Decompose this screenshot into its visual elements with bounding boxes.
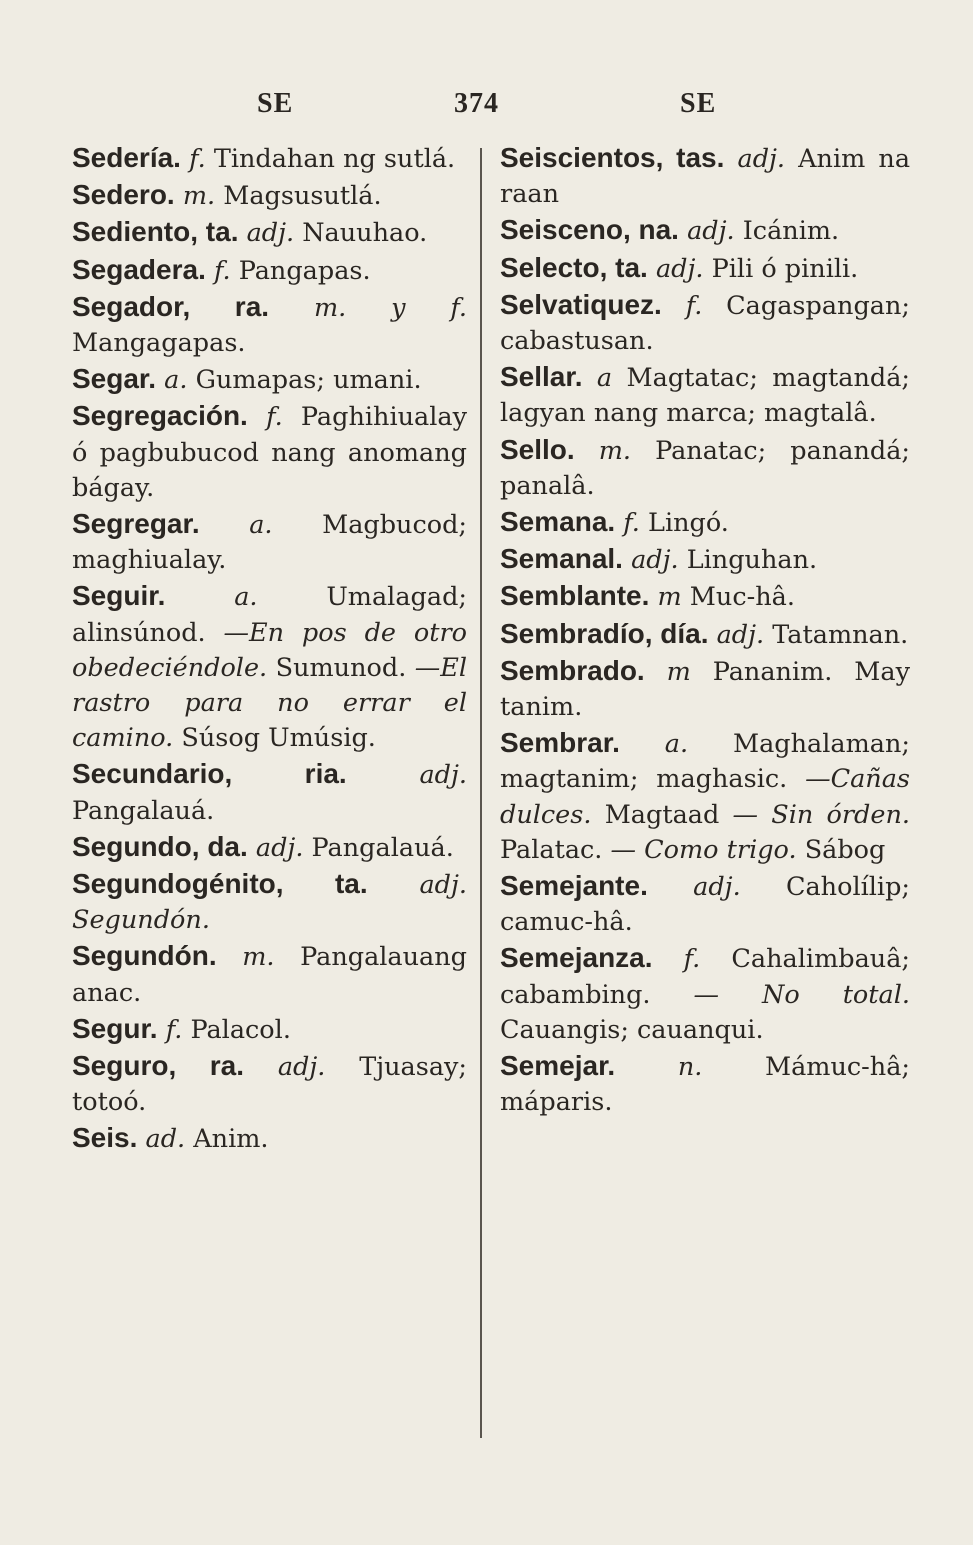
entry-headword: Semanal.	[500, 543, 623, 575]
dictionary-entry	[500, 725, 910, 868]
entry-headword: Seguro, ra.	[72, 1050, 244, 1082]
entry-definition: Panatac; panandá; panalâ.	[500, 435, 910, 501]
entry-headword: Segar.	[72, 363, 157, 395]
dictionary-entry	[72, 829, 467, 866]
entry-phrase-definition: Sábog	[804, 834, 886, 865]
entry-part-of-speech: adj.	[419, 760, 467, 791]
dictionary-entry	[72, 866, 467, 938]
entry-part-of-speech: m.	[242, 942, 275, 973]
entry-headword: Segadera.	[72, 253, 206, 285]
entry-headword: Seiscientos, tas.	[500, 142, 725, 173]
entry-part-of-speech: a.	[164, 365, 188, 396]
entry-phrase: — Sin órden.	[732, 799, 910, 830]
entry-part-of-speech: n.	[677, 1052, 703, 1083]
dictionary-entry	[500, 653, 910, 725]
dictionary-entry	[500, 359, 910, 431]
entry-definition: Pangalauá.	[72, 795, 215, 826]
dictionary-entry	[72, 214, 467, 251]
dictionary-entry	[72, 1048, 467, 1120]
entry-definition: Tatamnan.	[772, 619, 909, 650]
entry-headword: Segregación.	[72, 400, 248, 432]
entry-definition: Caholílip; camuc-hâ.	[500, 872, 910, 938]
entry-part-of-speech: adj.	[631, 545, 679, 576]
entry-part-of-speech: adj.	[277, 1052, 326, 1083]
entry-definition: Gumapas; umani.	[195, 365, 422, 396]
entry-definition: Anim.	[193, 1124, 269, 1155]
entry-definition: Segundón.	[72, 905, 210, 936]
entry-definition: Lingó.	[648, 508, 729, 539]
entry-part-of-speech: adj.	[246, 218, 295, 249]
entry-part-of-speech: ad.	[145, 1124, 186, 1155]
entry-definition: Pangapas.	[238, 255, 371, 286]
entry-headword: Semejante.	[500, 870, 648, 902]
entry-phrase-definition: Sumunod.	[275, 652, 407, 683]
entry-part-of-speech: f.	[266, 402, 283, 433]
entry-part-of-speech: m. y f.	[313, 292, 467, 323]
entry-part-of-speech: a.	[234, 582, 258, 613]
entry-headword: Sedero.	[72, 179, 175, 211]
entry-headword: Sello.	[500, 433, 575, 465]
entry-part-of-speech: m	[666, 656, 691, 687]
entry-part-of-speech: m.	[598, 435, 632, 466]
entry-part-of-speech: m	[657, 582, 682, 613]
entry-definition: Nauuhao.	[302, 218, 428, 249]
entry-headword: Semana.	[500, 506, 616, 538]
entry-headword: Sediento, ta.	[72, 216, 239, 248]
entry-definition: Umalagad; alinsúnod.	[72, 582, 467, 648]
entry-part-of-speech: f.	[683, 944, 701, 975]
dictionary-entry	[500, 432, 910, 504]
entry-headword: Secundario, ria.	[72, 758, 347, 790]
entry-definition: Cahalimbauâ; cabambing.	[500, 944, 910, 1010]
entry-definition: Mangagapas.	[72, 328, 246, 359]
entry-definition: Pangalauang anac.	[72, 942, 468, 1008]
entry-headword: Semejar.	[500, 1050, 616, 1082]
entry-phrase-definition: Cauangis; cauanqui.	[500, 1014, 764, 1045]
header-left-guide-word: SE	[257, 88, 294, 119]
entry-part-of-speech: a	[596, 363, 613, 394]
entry-definition: Muc-hâ.	[689, 582, 795, 613]
dictionary-entry	[72, 140, 467, 177]
entry-definition: Anim na raan	[500, 144, 911, 210]
dictionary-entry	[72, 398, 467, 506]
entry-definition: Icánim.	[742, 216, 840, 247]
entry-definition: Maghalaman; magtanim; maghasic.	[500, 729, 911, 795]
entry-headword: Segundón.	[72, 940, 217, 972]
entry-definition: Mámuc-hâ; máparis.	[500, 1052, 911, 1118]
dictionary-entry	[72, 252, 467, 289]
entry-definition: Palacol.	[190, 1014, 291, 1045]
entry-part-of-speech: f.	[213, 255, 231, 286]
entry-headword: Sellar.	[500, 361, 583, 393]
entry-definition: Paghihiualay ó pagbubucod nang anomang bágay.	[72, 402, 468, 503]
dictionary-entry	[72, 1011, 467, 1048]
entry-headword: Semblante.	[500, 580, 650, 612]
entry-headword: Segundogénito, ta.	[72, 868, 368, 900]
entry-part-of-speech: f.	[189, 144, 206, 174]
page-header	[0, 88, 973, 128]
entry-part-of-speech: adj.	[419, 870, 467, 901]
dictionary-entry	[500, 541, 910, 578]
entry-part-of-speech: f.	[685, 290, 703, 321]
entry-definition: Tindahan ng sutlá.	[213, 144, 456, 174]
entry-definition: Tjuasay; totoó.	[72, 1052, 468, 1118]
entry-headword: Segador, ra.	[72, 290, 270, 322]
entry-definition: Cagaspangan; cabastusan.	[500, 290, 910, 357]
entry-phrase-definition: Magtaad	[604, 799, 720, 830]
entry-part-of-speech: adj.	[255, 832, 304, 863]
entry-definition: Magsusutlá.	[223, 181, 382, 212]
entry-headword: Sembradío, día.	[500, 617, 709, 649]
dictionary-entry	[500, 140, 910, 212]
entry-part-of-speech: f.	[623, 508, 640, 539]
dictionary-entry	[72, 506, 467, 578]
left-column	[72, 140, 467, 1158]
entry-phrase: — Como trigo.	[610, 834, 797, 865]
dictionary-entry	[72, 289, 467, 361]
entry-headword: Segur.	[72, 1012, 158, 1044]
entry-part-of-speech: f.	[165, 1014, 183, 1045]
dictionary-entry	[500, 504, 910, 541]
dictionary-entry	[500, 212, 910, 249]
dictionary-entry	[72, 177, 467, 214]
column-divider	[480, 148, 482, 1438]
entry-headword: Sembrado.	[500, 654, 645, 686]
entry-part-of-speech: adj.	[655, 253, 704, 284]
entry-part-of-speech: adj.	[737, 144, 786, 174]
dictionary-entry	[500, 616, 910, 653]
entry-definition: Magbucod; maghiualay.	[72, 510, 468, 576]
dictionary-entry	[500, 578, 910, 615]
entry-phrase: —El rastro para no errar el camino.	[72, 652, 467, 754]
entry-phrase: —Cañas dulces.	[500, 764, 910, 830]
dictionary-entry	[72, 578, 467, 756]
dictionary-entry	[72, 756, 467, 828]
page-number: 374	[454, 88, 499, 119]
entry-headword: Seisceno, na.	[500, 214, 679, 246]
entry-definition: Pananim. May tanim.	[500, 656, 911, 723]
right-column	[500, 140, 910, 1120]
entry-headword: Sembrar.	[500, 727, 620, 759]
entry-phrase: — No total.	[693, 979, 910, 1010]
entry-headword: Selecto, ta.	[500, 251, 648, 283]
entry-part-of-speech: adj.	[693, 872, 741, 903]
entry-definition: Linguhan.	[686, 545, 818, 576]
dictionary-entry	[500, 868, 910, 940]
dictionary-entry	[72, 938, 467, 1010]
dictionary-entry	[72, 1120, 467, 1157]
entry-part-of-speech: adj.	[716, 619, 765, 650]
entry-headword: Segundo, da.	[72, 830, 248, 862]
entry-phrase-definition: Súsog Umúsig.	[181, 723, 376, 754]
dictionary-entry	[500, 287, 910, 359]
entry-part-of-speech: adj.	[687, 216, 735, 247]
entry-headword: Seguir.	[72, 580, 166, 612]
entry-phrase-definition: Palatac.	[500, 834, 603, 865]
header-right-guide-word: SE	[680, 88, 717, 119]
entry-headword: Segregar.	[72, 508, 200, 540]
dictionary-entry	[500, 940, 910, 1048]
entry-headword: Sedería.	[72, 142, 181, 173]
entry-definition: Pili ó pinili.	[711, 253, 859, 284]
entry-part-of-speech: a.	[664, 729, 689, 760]
entry-part-of-speech: m.	[182, 181, 216, 212]
dictionary-entry	[500, 1048, 910, 1120]
dictionary-entry	[500, 250, 910, 287]
entry-headword: Semejanza.	[500, 942, 653, 974]
entry-part-of-speech: a.	[249, 510, 273, 541]
dictionary-entry	[72, 361, 467, 398]
entry-phrase: —En pos de otro obedeciéndole.	[72, 617, 467, 683]
entry-definition: Pangalauá.	[311, 832, 454, 863]
entry-definition: Magtatac; magtandá; lagyan nang marca; magtalâ.	[500, 363, 910, 429]
entry-headword: Selvatiquez.	[500, 288, 662, 320]
entry-headword: Seis.	[72, 1122, 138, 1154]
